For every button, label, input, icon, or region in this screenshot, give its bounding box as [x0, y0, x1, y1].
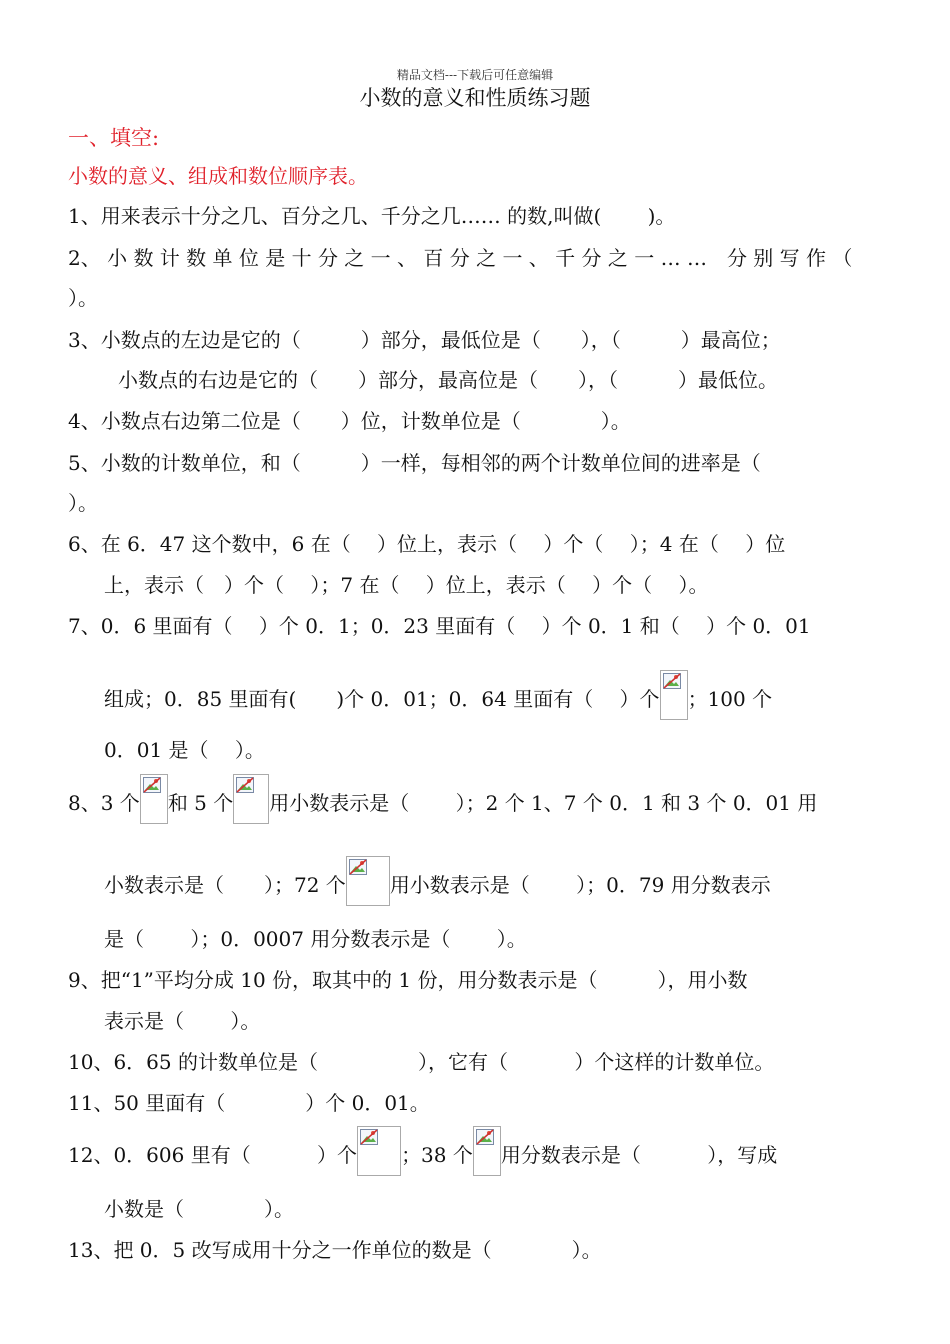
question-4: 4、小数点右边第二位是（ ）位，计数单位是（ ）。	[68, 409, 631, 433]
broken-image-icon	[236, 777, 254, 793]
question-7-line-2	[104, 670, 934, 730]
question-7-text-a: 组成；0．85 里面有( )个 0．01；0．64 里面有（ ）个	[104, 687, 660, 711]
question-6-line-2: 上，表示（ ）个（ ）；7 在（ ）位上，表示（ ）个（ ）。	[104, 573, 709, 597]
question-13: 13、把 0．5 改写成用十分之一作单位的数是（ ）。	[68, 1238, 602, 1262]
question-3-line-1: 3、小数点的左边是它的（ ）部分，最低位是（ ），（ ）最高位；	[68, 328, 781, 352]
fraction-image	[357, 1126, 401, 1176]
question-11: 11、50 里面有（ ）个 0．01。	[68, 1091, 430, 1115]
question-6-line-1: 6、在 6．47 这个数中，6 在（ ）位上，表示（ ）个（ ）；4 在（ ）位	[68, 532, 786, 556]
fraction-image	[140, 774, 168, 824]
question-8-text-d: 小数表示是（ ）；72 个	[104, 873, 346, 897]
page-title: 小数的意义和性质练习题	[359, 86, 591, 110]
question-10: 10、6．65 的计数单位是（ ），它有（ ）个这样的计数单位。	[68, 1050, 775, 1074]
question-7-text-b: ；100 个	[687, 687, 773, 711]
question-8-text-e: 用小数表示是（ ）；0．79 用分数表示	[389, 873, 771, 897]
question-5-line-1: 5、小数的计数单位，和（ ）一样，每相邻的两个计数单位间的进率是（	[68, 451, 761, 475]
section-subheading: 小数的意义、组成和数位顺序表。	[68, 164, 368, 188]
question-8-line-2	[104, 856, 934, 916]
broken-image-icon	[360, 1129, 378, 1145]
question-12-text-c: 用分数表示是（ ），写成	[500, 1143, 778, 1167]
fraction-image	[346, 856, 390, 906]
question-12-line-2: 小数是（ ）。	[104, 1197, 294, 1221]
question-12-text-a: 12、0．606 里有（ ）个	[68, 1143, 358, 1167]
question-12-line-1	[68, 1126, 898, 1186]
question-9-line-1: 9、把“1”平均分成 10 份，取其中的 1 份，用分数表示是（ ），用小数	[68, 968, 748, 992]
question-12-text-b: ；38 个	[401, 1143, 473, 1167]
question-8-text-b: 和 5 个	[167, 791, 234, 815]
fraction-image	[660, 670, 688, 720]
question-2-line-1: 2、 小 数 计 数 单 位 是 十 分 之 一 、 百 分 之 一 、 千 分 之 一 … … 分 别 写 作 （	[68, 246, 853, 270]
question-8-text-c: 用小数表示是（ ）；2 个 1、7 个 0．1 和 3 个 0．01 用	[269, 791, 818, 815]
broken-image-icon	[663, 673, 681, 689]
question-7-line-1: 7、0．6 里面有（ ）个 0．1；0．23 里面有（ ）个 0．1 和（ ）个 0．01	[68, 614, 811, 638]
broken-image-icon	[476, 1129, 494, 1145]
fraction-image	[233, 774, 269, 824]
question-8-text-a: 8、3 个	[68, 791, 140, 815]
question-1: 1、用来表示十分之几、百分之几、千分之几…… 的数,叫做( )。	[68, 204, 676, 228]
question-9-line-2: 表示是（ ）。	[104, 1009, 261, 1033]
fraction-image	[473, 1126, 501, 1176]
question-3-line-2: 小数点的右边是它的（ ）部分，最高位是（ ），（ ）最低位。	[118, 368, 778, 392]
broken-image-icon	[143, 777, 161, 793]
question-7-line-3: 0．01 是（ ）。	[104, 738, 265, 762]
section-heading: 一、填空:	[68, 126, 160, 150]
question-5-line-2: ）。	[68, 491, 98, 515]
broken-image-icon	[349, 859, 367, 875]
header-note: 精品文档---下载后可任意编辑	[396, 68, 554, 82]
question-8-line-3: 是（ ）；0．0007 用分数表示是（ ）。	[104, 927, 527, 951]
question-2-line-2: ）。	[68, 286, 98, 310]
question-8-line-1	[68, 774, 898, 834]
